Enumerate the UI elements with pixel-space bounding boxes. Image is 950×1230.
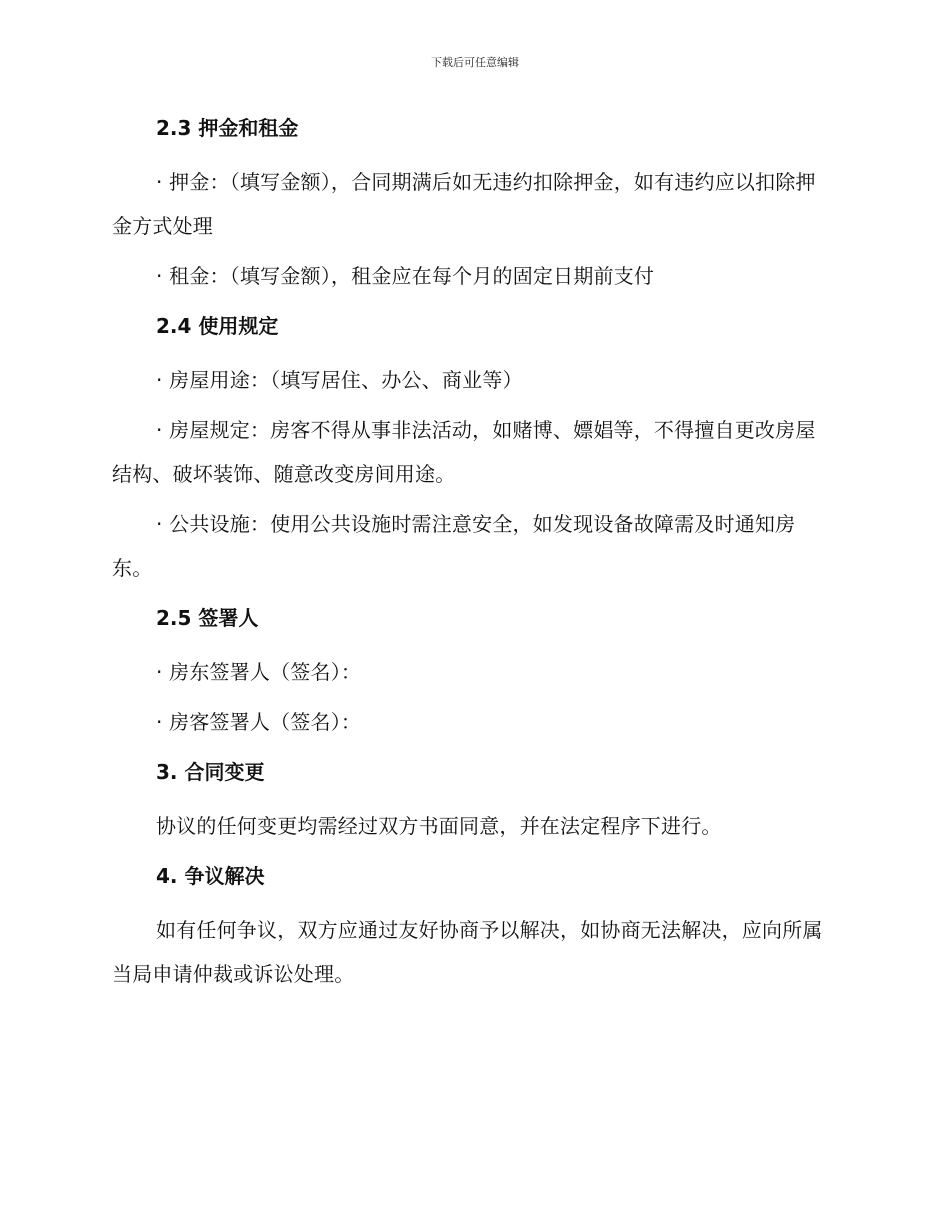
contract-change-paragraph: 协议的任何变更均需经过双方书面同意，并在法定程序下进行。 [156,814,722,838]
rent-paragraph: · 租金：（填写金额），租金应在每个月的固定日期前支付 [156,264,655,288]
dispute-paragraph: 如有任何争议，双方应通过友好协商予以解决，如协商无法解决，应向所属当局申请仲裁或诉讼处理。 [112,918,823,986]
public-facilities-paragraph: · 公共设施：使用公共设施时需注意安全，如发现设备故障需及时通知房东。 [112,512,796,580]
section-heading-contract-change: 3. 合同变更 [156,760,265,784]
landlord-signature-line: · 房东签署人（签名）： [156,660,362,684]
header-note: 下载后可任意编辑 [431,56,519,69]
section-heading-signatories: 2.5 签署人 [156,606,259,630]
house-rules-paragraph: · 房屋规定：房客不得从事非法活动，如赌博、嫖娼等，不得擅自更改房屋结构、破坏装饰、随意改变房间用途。 [112,418,816,486]
section-heading-deposit-rent: 2.3 押金和租金 [156,116,299,140]
section-heading-usage: 2.4 使用规定 [156,314,279,338]
document-body [112,112,834,1008]
purpose-paragraph: · 房屋用途：（填写居住、办公、商业等） [156,368,523,392]
tenant-signature-line: · 房客签署人（签名）： [156,710,362,734]
section-heading-dispute: 4. 争议解决 [156,864,265,888]
deposit-paragraph: · 押金：（填写金额），合同期满后如无违约扣除押金，如有违约应以扣除押金方式处理 [112,170,816,238]
